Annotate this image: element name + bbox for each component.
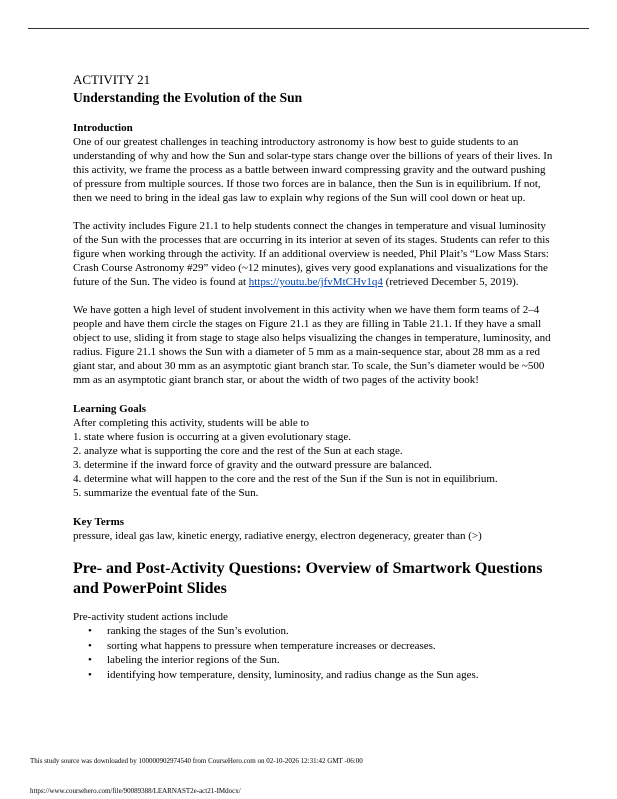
introduction-heading: Introduction	[73, 122, 133, 134]
pre-post-activity-heading: Pre- and Post-Activity Questions: Overview of Smartwork Questions and PowerPoint Slides	[73, 560, 543, 597]
pre-activity-intro: Pre-activity student actions include	[73, 611, 228, 623]
bullet-icon: •	[88, 654, 92, 666]
pre-activity-item	[88, 668, 553, 683]
learning-goal-item: 1. state where fusion is occurring at a given evolutionary stage.	[73, 431, 351, 443]
bullet-icon: •	[88, 625, 92, 637]
key-terms-heading: Key Terms	[73, 516, 125, 528]
pre-activity-item-text: sorting what happens to pressure when temperature increases or decreases.	[107, 639, 436, 652]
activity-title: Understanding the Evolution of the Sun	[73, 90, 303, 105]
document-body	[73, 72, 553, 682]
introduction-paragraph-2	[73, 219, 553, 289]
learning-goal-item: 3. determine if the inward force of gravity and the outward pressure are balanced.	[73, 459, 432, 471]
source-url: https://www.coursehero.com/file/90089388/LEARNAST2e-act21-IMdocx/	[30, 787, 241, 795]
pre-activity-item-text: ranking the stages of the Sun’s evolution.	[107, 625, 289, 637]
pre-activity-item	[88, 624, 553, 639]
pre-activity-item-text: labeling the interior regions of the Sun.	[107, 654, 280, 666]
pre-activity-item-text: identifying how temperature, density, luminosity, and radius change as the Sun ages.	[107, 668, 479, 681]
pre-activity-list	[73, 624, 553, 682]
introduction-paragraph-1: One of our greatest challenges in teaching introductory astronomy is how best to guide students to an understanding of why and how the Sun and solar-type stars change over the billions of years of their lives. In this activity, we frame the process as a battle between inward compressing gravity and the outward pushing of pressure from multiple sources. If those two forces are in balance, then the Sun is in equilibrium. If not, then we need to bring in the ideal gas law to explain why regions of the Sun will cool down or heat up.	[73, 136, 553, 204]
introduction-paragraph-3: We have gotten a high level of student involvement in this activity when we have them form teams of 2–4 people and have them circle the stages on Figure 21.1 as they are filling in Table 21.1. If they have a small object to use, sliding it from stage to stage also helps visualizing the changes in temperature, luminosity, and radius. Figure 21.1 shows the Sun with a diameter of 5 mm as a main-sequence star, about 28 mm as a red giant star, and about 30 mm as an asymptotic giant branch star. To scale, the Sun’s diameter would be ~500 mm as an asymptotic giant branch star, or about the width of two pages of the activity book!	[73, 304, 551, 386]
bullet-icon: •	[88, 668, 92, 681]
learning-goals-intro: After completing this activity, students will be able to	[73, 417, 310, 429]
key-terms-text: pressure, ideal gas law, kinetic energy, radiative energy, electron degeneracy, greater than (>)	[73, 530, 482, 542]
learning-goals-heading: Learning Goals	[73, 403, 147, 415]
paragraph-2-text: The activity includes Figure 21.1 to help students connect the changes in temperature and visual luminosity of the Sun with the processes that are occurring in its interior at seven of its stages. Students can refer to this figure when working through the activity. If an additional overview is needed, Phil Plait’s “Low Mass Stars: Crash Course Astronomy #29” video (~12 minutes), gives very good explanations and visualizations for the future of the Sun. The video is found at	[73, 220, 550, 288]
pre-activity-item	[88, 653, 553, 668]
pre-activity-item	[88, 639, 553, 654]
paragraph-2-tail: (retrieved December 5, 2019).	[382, 276, 519, 288]
learning-goal-item: 5. summarize the eventual fate of the Sun.	[73, 487, 259, 499]
learning-goal-item: 2. analyze what is supporting the core and the rest of the Sun at each stage.	[73, 445, 403, 457]
youtube-video-link[interactable]: https://youtu.be/jfvMtCHv1q4	[248, 276, 383, 288]
learning-goal-item: 4. determine what will happen to the core and the rest of the Sun if the Sun is not in equilibrium.	[73, 473, 498, 485]
top-divider	[28, 28, 589, 29]
bullet-icon: •	[88, 639, 92, 652]
activity-label: ACTIVITY 21	[73, 72, 151, 87]
download-notice: This study source was downloaded by 100000902974540 from CourseHero.com on 02-10-2026 12:31:42 GMT -06:00	[30, 757, 363, 765]
learning-goals-list	[73, 430, 553, 500]
